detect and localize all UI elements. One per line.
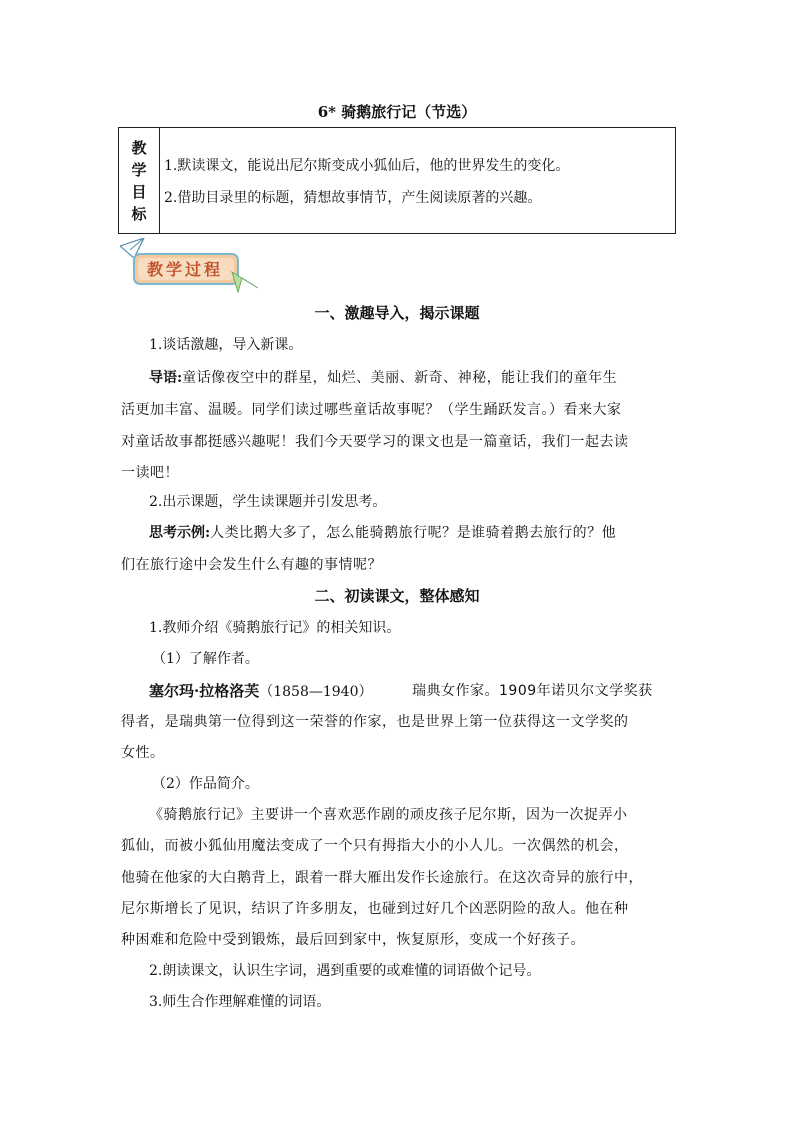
goals-header-char: 学 (131, 160, 147, 179)
work-line: 他骑在他家的大白鹅背上，跟着一群大雁出发作长途旅行。在这次奇异的旅行中， (121, 870, 643, 886)
think-text: 人类比鹅大多了，怎么能骑鹅旅行呢？是谁骑着鹅去旅行的？他 (210, 525, 617, 541)
intro-label: 导语: (149, 370, 183, 386)
step-text: 1.教师介绍《骑鹅旅行记》的相关知识。 (149, 620, 401, 636)
goals-header-char: 标 (131, 204, 147, 223)
think-label: 思考示例: (149, 525, 211, 541)
intro-line: 一读吧！ (121, 465, 179, 481)
author-line: 女性。 (121, 745, 165, 761)
sub-step-text: （1）了解作者。 (152, 651, 259, 667)
think-line-first (149, 522, 616, 542)
goals-body (160, 128, 675, 233)
step-text: 1.谈话激趣，导入新课。 (149, 337, 303, 353)
goal-item: 2.借助目录里的标题，猜想故事情节，产生阅读原著的兴趣。 (164, 190, 542, 206)
work-line: 《骑鹅旅行记》主要讲一个喜欢恶作剧的顽皮孩子尼尔斯，因为一次捉弄小 (149, 807, 628, 823)
author-text: 瑞典女作家。1909年诺贝尔文学奖获 (412, 683, 653, 699)
section-heading: 二、初读课文，整体感知 (314, 587, 480, 605)
author-line-first (149, 680, 373, 701)
step-text: 2.朗读课文，认识生字词，遇到重要的或难懂的词语做个记号。 (149, 963, 541, 979)
sub-step-text: （2）作品简介。 (152, 776, 259, 792)
step-text: 3.师生合作理解难懂的词语。 (149, 994, 331, 1010)
author-years: （1858—1940） (259, 684, 373, 700)
paper-plane-icon (232, 272, 258, 292)
goals-header-char: 目 (131, 182, 147, 201)
intro-text: 童话像夜空中的群星，灿烂、美丽、新奇、神秘，能让我们的童年生 (182, 370, 618, 386)
author-name: 塞尔玛·拉格洛芙 (149, 682, 260, 700)
page-title: 6* 骑鹅旅行记（节选） (317, 103, 477, 121)
goals-header (119, 128, 160, 233)
intro-line: 活更加丰富、温暖。同学们读过哪些童话故事呢？（学生踊跃发言。）看来大家 (121, 402, 622, 418)
work-line: 尼尔斯增长了见识，结识了许多朋友，也碰到过好几个凶恶阴险的敌人。他在种 (121, 901, 629, 917)
work-line: 狐仙，而被小狐仙用魔法变成了一个只有拇指大小的小人儿。一次偶然的机会， (121, 838, 629, 854)
section-heading: 一、激趣导入，揭示课题 (314, 304, 480, 322)
work-line: 种困难和危险中受到锻炼，最后回到家中，恢复原形，变成一个好孩子。 (121, 932, 585, 948)
intro-line: 对童话故事都挺感兴趣呢！我们今天要学习的课文也是一篇童话，我们一起去读 (121, 434, 629, 450)
teaching-goals-table (118, 127, 676, 234)
badge-label: 教学过程 (147, 260, 224, 279)
intro-line-first (149, 367, 617, 387)
author-line: 得者，是瑞典第一位得到这一荣誉的作家，也是世界上第一位获得这一文学奖的 (121, 714, 629, 730)
think-line: 们在旅行途中会发生什么有趣的事情呢？ (121, 557, 382, 573)
step-text: 2.出示课题，学生读课题并引发思考。 (149, 494, 387, 510)
goals-header-char: 教 (131, 138, 147, 157)
goal-item: 1.默读课文，能说出尼尔斯变成小狐仙后，他的世界发生的变化。 (164, 158, 570, 174)
